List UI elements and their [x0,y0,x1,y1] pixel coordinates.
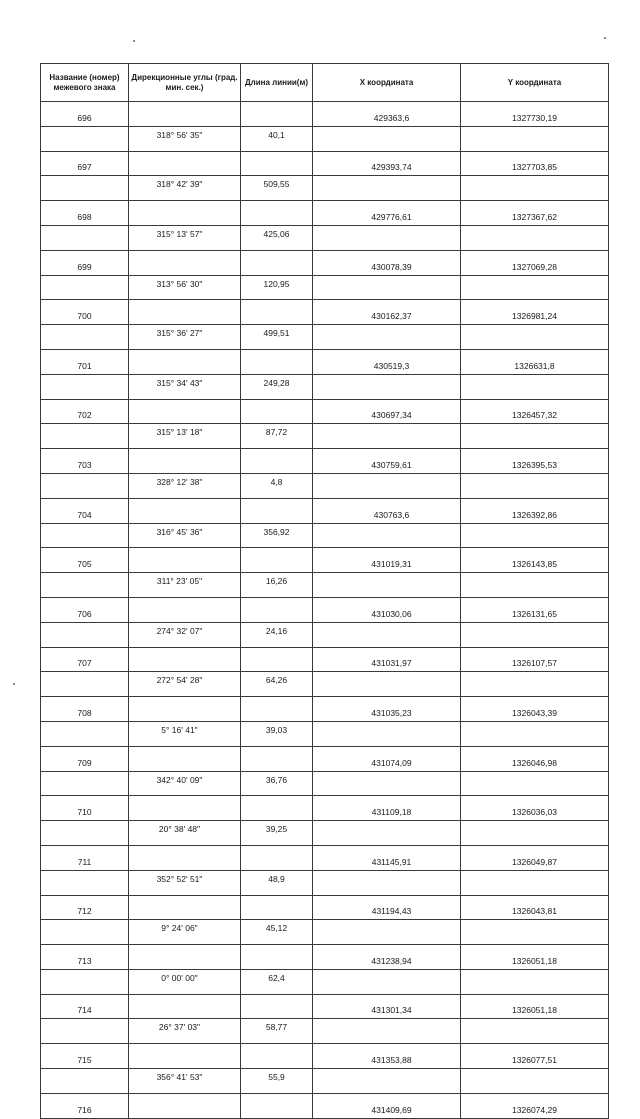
cell-y: 1326107,57 [461,647,609,672]
cell-x-empty [313,325,461,350]
cell-length-empty [241,201,313,226]
cell-x-empty [313,176,461,201]
cell-x: 430763,6 [313,498,461,523]
cell-angle: 356° 41' 53" [129,1069,241,1094]
cell-length: 356,92 [241,523,313,548]
cell-y-empty [461,473,609,498]
cell-angle-empty [129,399,241,424]
cell-angle: 318° 56' 35" [129,126,241,151]
cell-name: 714 [41,994,129,1019]
point-row [41,300,609,325]
segment-row [41,672,609,697]
cell-angle: 311° 23' 05" [129,573,241,598]
cell-x: 431409,69 [313,1093,461,1118]
cell-length-empty [241,250,313,275]
cell-x-empty [313,721,461,746]
table-body [41,102,609,1119]
cell-name-empty [41,672,129,697]
cell-name-empty [41,176,129,201]
segment-row [41,325,609,350]
cell-y: 1326043,81 [461,895,609,920]
cell-x: 430078,39 [313,250,461,275]
cell-y-empty [461,325,609,350]
cell-x: 429393,74 [313,151,461,176]
cell-y: 1326036,03 [461,796,609,821]
header-x: X координата [313,64,461,102]
cell-angle: 352° 52' 51" [129,870,241,895]
segment-row [41,523,609,548]
cell-name-empty [41,920,129,945]
cell-name: 698 [41,201,129,226]
cell-name: 705 [41,548,129,573]
cell-x: 429776,61 [313,201,461,226]
point-row [41,994,609,1019]
cell-angle-empty [129,746,241,771]
cell-length: 24,16 [241,622,313,647]
cell-angle: 315° 13' 57" [129,225,241,250]
cell-name-empty [41,622,129,647]
cell-angle-empty [129,697,241,722]
cell-name-empty [41,1019,129,1044]
cell-y-empty [461,573,609,598]
point-row [41,1044,609,1069]
cell-y: 1326143,85 [461,548,609,573]
cell-length-empty [241,994,313,1019]
cell-y: 1326049,87 [461,845,609,870]
cell-x: 431353,88 [313,1044,461,1069]
cell-name-empty [41,969,129,994]
cell-x: 429363,6 [313,102,461,127]
cell-angle-empty [129,1044,241,1069]
cell-y: 1326046,98 [461,746,609,771]
cell-name-empty [41,771,129,796]
point-row [41,102,609,127]
cell-length-empty [241,548,313,573]
point-row [41,151,609,176]
cell-length-empty [241,498,313,523]
cell-length: 62,4 [241,969,313,994]
segment-row [41,225,609,250]
cell-y-empty [461,920,609,945]
cell-y-empty [461,721,609,746]
cell-angle-empty [129,349,241,374]
cell-angle-empty [129,994,241,1019]
cell-length: 58,77 [241,1019,313,1044]
cell-name: 712 [41,895,129,920]
cell-y-empty [461,969,609,994]
cell-angle: 313° 56' 30" [129,275,241,300]
cell-x: 430162,37 [313,300,461,325]
cell-name: 700 [41,300,129,325]
cell-y-empty [461,870,609,895]
cell-angle: 272° 54' 28" [129,672,241,697]
segment-row [41,176,609,201]
cell-length: 39,25 [241,821,313,846]
segment-row [41,275,609,300]
cell-length-empty [241,697,313,722]
cell-length-empty [241,449,313,474]
cell-y-empty [461,225,609,250]
point-row [41,1093,609,1118]
cell-length-empty [241,349,313,374]
cell-x: 431019,31 [313,548,461,573]
point-row [41,201,609,226]
cell-name: 709 [41,746,129,771]
cell-length: 425,06 [241,225,313,250]
cell-angle: 26° 37' 03" [129,1019,241,1044]
cell-length: 55,9 [241,1069,313,1094]
cell-y: 1326392,86 [461,498,609,523]
cell-length-empty [241,102,313,127]
cell-x-empty [313,821,461,846]
cell-length: 499,51 [241,325,313,350]
cell-y: 1326051,18 [461,994,609,1019]
cell-length-empty [241,945,313,970]
cell-y: 1327703,85 [461,151,609,176]
cell-name: 703 [41,449,129,474]
cell-y: 1326077,51 [461,1044,609,1069]
cell-angle: 315° 36' 27" [129,325,241,350]
cell-x: 431238,94 [313,945,461,970]
segment-row [41,1019,609,1044]
cell-length: 48,9 [241,870,313,895]
cell-angle: 328° 12' 38" [129,473,241,498]
cell-angle-empty [129,647,241,672]
cell-x-empty [313,1069,461,1094]
point-row [41,796,609,821]
cell-y: 1326457,32 [461,399,609,424]
cell-y: 1327730,19 [461,102,609,127]
point-row [41,349,609,374]
cell-y: 1326631,8 [461,349,609,374]
point-row [41,845,609,870]
segment-row [41,721,609,746]
cell-x-empty [313,424,461,449]
cell-y: 1326395,53 [461,449,609,474]
cell-name: 711 [41,845,129,870]
cell-name-empty [41,374,129,399]
cell-x: 431301,34 [313,994,461,1019]
cell-y: 1326074,29 [461,1093,609,1118]
cell-length-empty [241,647,313,672]
segment-row [41,920,609,945]
cell-angle-empty [129,151,241,176]
cell-y: 1326131,65 [461,597,609,622]
cell-x-empty [313,870,461,895]
cell-name: 701 [41,349,129,374]
coordinates-table [40,63,609,1119]
cell-angle-empty [129,1093,241,1118]
header-angle: Дирекционные углы (град. мин. сек.) [129,64,241,102]
cell-length: 16,26 [241,573,313,598]
cell-length: 36,76 [241,771,313,796]
cell-x: 431194,43 [313,895,461,920]
cell-y-empty [461,771,609,796]
segment-row [41,573,609,598]
cell-name-empty [41,225,129,250]
segment-row [41,473,609,498]
cell-x-empty [313,1019,461,1044]
cell-name-empty [41,523,129,548]
cell-x: 431074,09 [313,746,461,771]
segment-row [41,969,609,994]
cell-length-empty [241,1093,313,1118]
cell-name-empty [41,1069,129,1094]
cell-y-empty [461,176,609,201]
cell-angle-empty [129,102,241,127]
scan-speck [133,40,135,42]
cell-x-empty [313,374,461,399]
cell-x-empty [313,771,461,796]
cell-x: 431109,18 [313,796,461,821]
segment-row [41,870,609,895]
cell-length: 40,1 [241,126,313,151]
cell-name: 706 [41,597,129,622]
cell-angle: 0° 00' 00" [129,969,241,994]
cell-x-empty [313,275,461,300]
cell-length-empty [241,300,313,325]
cell-angle: 5° 16' 41" [129,721,241,746]
cell-y-empty [461,821,609,846]
cell-length: 4,8 [241,473,313,498]
cell-length: 39,03 [241,721,313,746]
cell-x: 431145,91 [313,845,461,870]
cell-length: 45,12 [241,920,313,945]
cell-x: 431030,06 [313,597,461,622]
segment-row [41,1069,609,1094]
segment-row [41,424,609,449]
cell-angle-empty [129,250,241,275]
cell-y: 1327069,28 [461,250,609,275]
cell-angle-empty [129,498,241,523]
header-y: Y координата [461,64,609,102]
cell-angle-empty [129,449,241,474]
cell-angle: 318° 42' 39" [129,176,241,201]
cell-name: 707 [41,647,129,672]
cell-angle-empty [129,201,241,226]
cell-x-empty [313,126,461,151]
cell-x: 430519,3 [313,349,461,374]
cell-angle-empty [129,895,241,920]
cell-length-empty [241,895,313,920]
scan-speck [13,683,15,685]
cell-y: 1326051,18 [461,945,609,970]
cell-angle: 316° 45' 36" [129,523,241,548]
cell-name-empty [41,325,129,350]
cell-x: 430697,34 [313,399,461,424]
cell-y: 1327367,62 [461,201,609,226]
cell-length-empty [241,746,313,771]
point-row [41,449,609,474]
cell-name: 708 [41,697,129,722]
cell-x-empty [313,672,461,697]
point-row [41,250,609,275]
cell-angle: 342° 40' 09" [129,771,241,796]
cell-length: 64,26 [241,672,313,697]
cell-length-empty [241,597,313,622]
cell-name: 697 [41,151,129,176]
cell-x-empty [313,523,461,548]
cell-name-empty [41,126,129,151]
cell-angle-empty [129,945,241,970]
cell-angle: 20° 38' 48" [129,821,241,846]
header-row [41,64,609,102]
point-row [41,597,609,622]
cell-angle-empty [129,597,241,622]
cell-length-empty [241,845,313,870]
cell-x: 431035,23 [313,697,461,722]
cell-y-empty [461,424,609,449]
cell-y-empty [461,275,609,300]
cell-y: 1326981,24 [461,300,609,325]
cell-y-empty [461,622,609,647]
point-row [41,697,609,722]
cell-angle-empty [129,796,241,821]
cell-length: 120,95 [241,275,313,300]
cell-x-empty [313,622,461,647]
cell-name: 702 [41,399,129,424]
cell-x: 431031,97 [313,647,461,672]
cell-name-empty [41,275,129,300]
cell-name-empty [41,473,129,498]
cell-y-empty [461,672,609,697]
header-length: Длина линии(м) [241,64,313,102]
point-row [41,399,609,424]
cell-length-empty [241,399,313,424]
header-name: Название (номер) межевого знака [41,64,129,102]
coordinates-sheet [40,63,608,1119]
cell-x-empty [313,573,461,598]
cell-y: 1326043,39 [461,697,609,722]
cell-length-empty [241,796,313,821]
cell-angle: 274° 32' 07" [129,622,241,647]
cell-name: 713 [41,945,129,970]
cell-y-empty [461,374,609,399]
cell-angle-empty [129,300,241,325]
cell-x-empty [313,225,461,250]
cell-name-empty [41,721,129,746]
cell-name-empty [41,424,129,449]
cell-y-empty [461,523,609,548]
cell-length-empty [241,151,313,176]
cell-angle: 315° 34' 43" [129,374,241,399]
point-row [41,498,609,523]
cell-x-empty [313,969,461,994]
cell-name: 699 [41,250,129,275]
cell-name: 696 [41,102,129,127]
segment-row [41,126,609,151]
segment-row [41,374,609,399]
cell-name: 704 [41,498,129,523]
point-row [41,746,609,771]
cell-length: 87,72 [241,424,313,449]
scan-speck [604,37,606,39]
cell-angle-empty [129,548,241,573]
segment-row [41,821,609,846]
cell-name: 716 [41,1093,129,1118]
cell-angle-empty [129,845,241,870]
segment-row [41,622,609,647]
cell-y-empty [461,1019,609,1044]
cell-name-empty [41,821,129,846]
point-row [41,647,609,672]
cell-x-empty [313,920,461,945]
cell-angle: 9° 24' 06" [129,920,241,945]
point-row [41,548,609,573]
point-row [41,895,609,920]
cell-length-empty [241,1044,313,1069]
cell-x-empty [313,473,461,498]
segment-row [41,771,609,796]
cell-name-empty [41,573,129,598]
cell-name: 710 [41,796,129,821]
cell-angle: 315° 13' 18" [129,424,241,449]
cell-length: 509,55 [241,176,313,201]
cell-length: 249,28 [241,374,313,399]
cell-y-empty [461,1069,609,1094]
cell-name-empty [41,870,129,895]
cell-x: 430759,61 [313,449,461,474]
point-row [41,945,609,970]
cell-name: 715 [41,1044,129,1069]
cell-y-empty [461,126,609,151]
